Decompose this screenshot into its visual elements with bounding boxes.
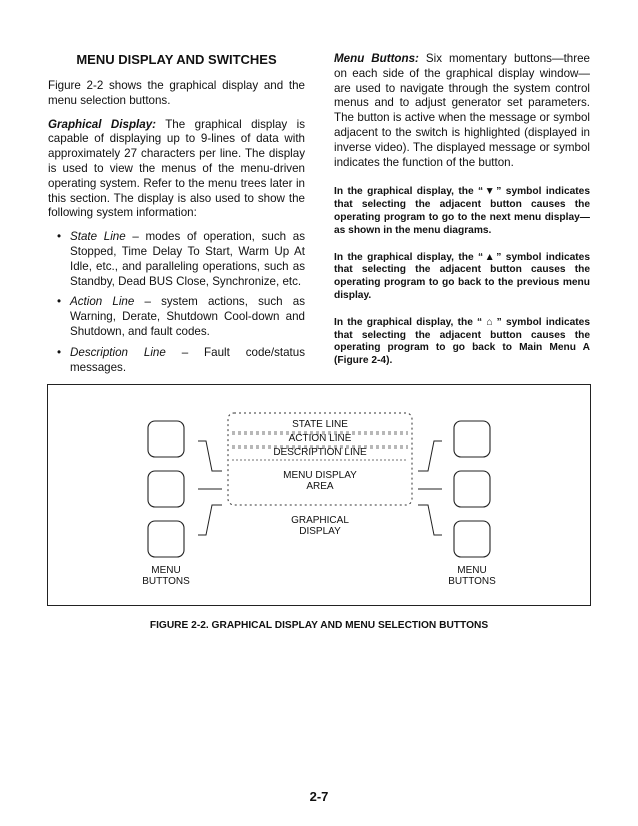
leader-right-1 [418,441,442,471]
left-column [48,52,305,381]
state-line-label: STATE LINE [292,419,348,430]
state-line-text: – modes of operation, such as Stopped, Time Delay To Start, Warm Up At Idle, etc., and paralleling operations, such as Standby, Dead BUS Close, Synchronize, etc. [70,230,306,288]
intro-paragraph: Figure 2-2 shows the graphical display and the menu selection buttons. [48,79,305,107]
menu-button-left-2 [148,471,184,507]
graphical-display-lead: Graphical Display: [48,117,157,131]
menu-button-right-2 [454,471,490,507]
note-next-menu: In the graphical display, the “▼” symbol indicates that selecting the adjacent button causes the operating program to go to the next menu display—as shown in the menu diagrams. [334,186,590,236]
right-column [334,52,590,368]
list-item [70,295,305,339]
graphical-display-label-1: GRAPHICAL [291,515,349,526]
menu-buttons-left-label-2: BUTTONS [142,576,190,587]
system-info-list [48,230,305,375]
state-line-lead: State Line [70,230,126,244]
graphical-display-paragraph [48,118,305,222]
description-line-lead: Description Line [70,345,166,359]
action-line-lead: Action Line [70,295,135,309]
note-previous-menu: In the graphical display, the “▲” symbol indicates that selecting the adjacent button causes the operating program to go back to the previous menu display. [334,251,590,301]
menu-buttons-text: Six momentary buttons—three on each side of the graphical display window—are used to navigate through the system control menus and to adjust generator set parameters. The button is active when the message or symbol adjacent to the switch is highlighted (displayed in inverse video). The displayed message or symbol indicates the function of the button. [334,52,590,169]
action-line-text: – system actions, such as Warning, Derate, Shutdown Cool-down and Shutdown, and fault codes. [70,295,305,338]
leader-right-3 [418,505,442,535]
note-main-menu: In the graphical display, the “ ⌂ ” symbol indicates that selecting the adjacent button causes the operating program to go back to Main Menu A (Figure 2-4). [334,316,590,367]
figure-2-2 [47,384,591,606]
section-heading: MENU DISPLAY AND SWITCHES [76,52,277,67]
graphical-display-label-2: DISPLAY [299,526,341,537]
figure-caption: FIGURE 2-2. GRAPHICAL DISPLAY AND MENU SELECTION BUTTONS [149,620,489,631]
menu-button-right-3 [454,521,490,557]
menu-buttons-right-label-1: MENU [457,565,487,576]
leader-left-1 [198,441,222,471]
description-line-label: DESCRIPTION LINE [273,447,367,458]
menu-display-area-label-2: AREA [306,481,334,492]
menu-buttons-paragraph [334,52,590,170]
menu-buttons-right-label-2: BUTTONS [448,576,496,587]
list-item [70,230,305,289]
menu-buttons-left-label-1: MENU [151,565,181,576]
menu-buttons-lead: Menu Buttons: [334,52,419,65]
menu-button-left-3 [148,521,184,557]
menu-display-area-label-1: MENU DISPLAY [283,470,357,481]
leader-left-3 [198,505,222,535]
graphical-display-text: The graphical display is capable of displaying up to 9-lines of data with approximately 27 characters per line. The display is used to view the menus of the menu-driven operating system. Refer to the menu trees later in this section. The display is also used to show the following system information: [48,117,305,220]
action-line-label: ACTION LINE [288,433,352,444]
menu-button-left-1 [148,421,184,457]
menu-button-right-1 [454,421,490,457]
description-line-text: – Fault code/status messages. [70,345,305,374]
page-number: 2-7 [309,789,329,804]
list-item [70,346,305,376]
